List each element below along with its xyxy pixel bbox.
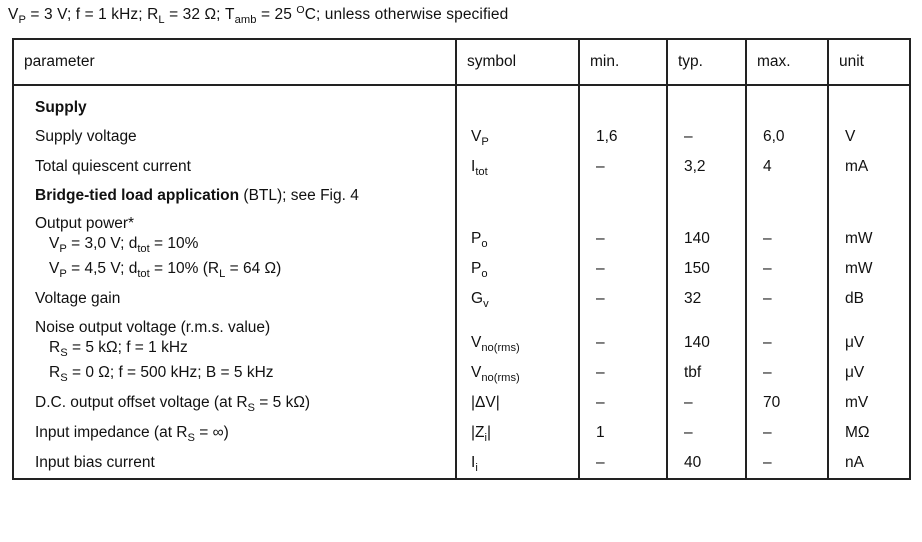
min-value: – [579,254,667,284]
header-unit: unit [828,39,910,85]
typ-value: – [667,388,746,418]
min-value: – [579,448,667,479]
param-label: Input impedance (at $R_S$ = ∞) [13,418,456,448]
typ-value: 40 [667,448,746,479]
header-typ: typ. [667,39,746,85]
unit-value: nA [828,448,910,479]
header-row [13,39,910,85]
symbol: $G_v$ [456,284,579,314]
typ-value: tbf [667,358,746,388]
param-label: Noise output voltage (r.m.s. value) $R_S = 5$ kΩ; f = 1 kHz [13,314,456,358]
typ-value: – [667,418,746,448]
table-row [13,122,910,152]
symbol: $V_{no(rms)}$ [456,358,579,388]
unit-value: MΩ [828,418,910,448]
header-parameter: parameter [13,39,456,85]
min-value: 1,6 [579,122,667,152]
section-supply [13,85,910,122]
min-value: 1 [579,418,667,448]
param-label: Voltage gain [13,284,456,314]
min-value: – [579,388,667,418]
max-value: – [746,314,828,358]
param-label: $R_S = 0$ Ω; f = 500 kHz; B = 5 kHz [13,358,456,388]
unit-value: mA [828,152,910,182]
unit-value: μV [828,314,910,358]
characteristics-table [12,38,911,480]
unit-value: dB [828,284,910,314]
table-row [13,448,910,479]
max-value: 6,0 [746,122,828,152]
unit-value: mW [828,254,910,284]
table-row [13,254,910,284]
table-row [13,418,910,448]
param-label: $V_P = 4,5$ V; $d_{tot} = 10\%$ ($R_L = 64$ Ω) [13,254,456,284]
unit-value: V [828,122,910,152]
typ-value: 140 [667,210,746,254]
min-value: – [579,284,667,314]
min-value: – [579,358,667,388]
min-value: – [579,210,667,254]
max-value: – [746,254,828,284]
typ-value: – [667,122,746,152]
max-value: – [746,358,828,388]
unit-value: mW [828,210,910,254]
typ-value: 140 [667,314,746,358]
symbol: $V_P$ [456,122,579,152]
param-label: Input bias current [13,448,456,479]
max-value: 70 [746,388,828,418]
section-title: Bridge-tied load application (BTL); see Fig. 4 [13,182,456,210]
param-label: D.C. output offset voltage (at $R_S = 5$ kΩ) [13,388,456,418]
symbol: $P_o$ [456,254,579,284]
header-min: min. [579,39,667,85]
param-label: Output power* $V_P = 3,0$ V; $d_{tot} = 10\%$ [13,210,456,254]
symbol: $|Z_i|$ [456,418,579,448]
unit-value: μV [828,358,910,388]
table-row [13,210,910,254]
symbol: $P_o$ [456,210,579,254]
symbol: |ΔV| [456,388,579,418]
typ-value: 150 [667,254,746,284]
param-label: Total quiescent current [13,152,456,182]
section-title: Supply [13,85,456,122]
table-row [13,152,910,182]
symbol: $V_{no(rms)}$ [456,314,579,358]
unit-value: mV [828,388,910,418]
header-max: max. [746,39,828,85]
param-label: Supply voltage [13,122,456,152]
typ-value: 32 [667,284,746,314]
max-value: – [746,284,828,314]
symbol: $I_i$ [456,448,579,479]
table-row [13,284,910,314]
header-symbol: symbol [456,39,579,85]
min-value: – [579,314,667,358]
max-value: – [746,210,828,254]
table-row [13,358,910,388]
table-row [13,388,910,418]
symbol: $I_{tot}$ [456,152,579,182]
table-row [13,314,910,358]
min-value: – [579,152,667,182]
conditions-line: $V_P = 3$ V; f = 1 kHz; $R_L = 32$ Ω; $T_{amb} = 25$ $^O$C; unless otherwise specified [8,4,509,26]
max-value: – [746,448,828,479]
max-value: 4 [746,152,828,182]
max-value: – [746,418,828,448]
section-btl [13,182,910,210]
typ-value: 3,2 [667,152,746,182]
